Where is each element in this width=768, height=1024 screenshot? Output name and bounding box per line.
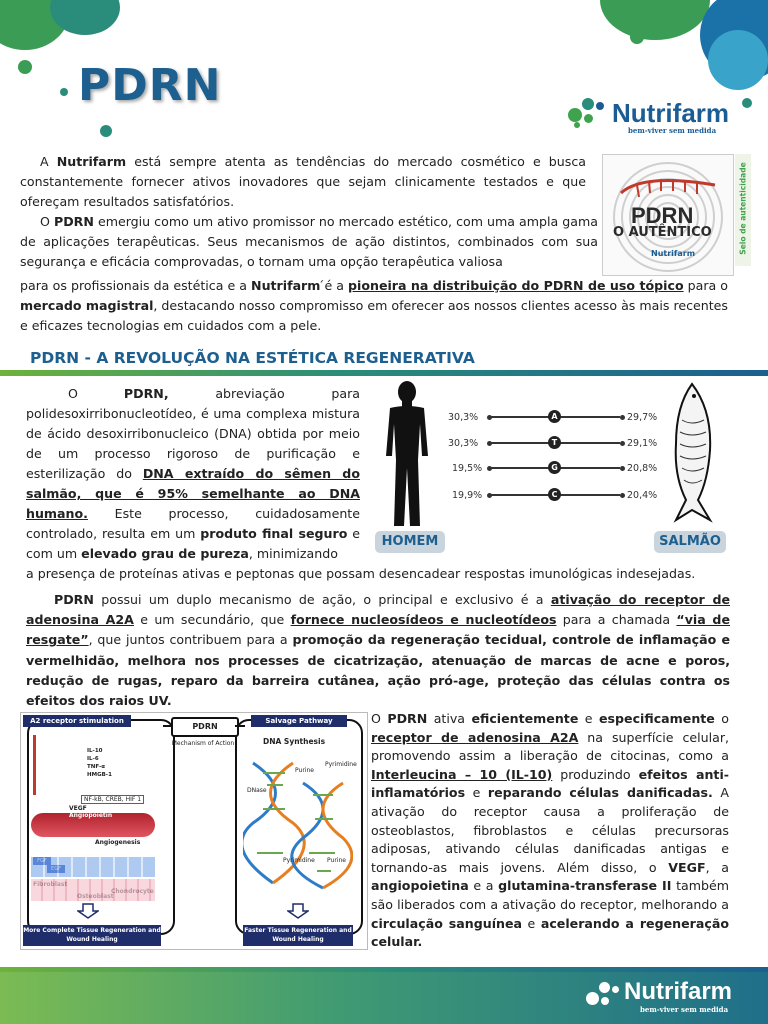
dna-helix-icon <box>243 753 353 893</box>
human-pct-t: 30,3% <box>448 438 479 449</box>
vegf-label: VEGF <box>69 805 87 812</box>
seal-brand: Nutrifarm <box>651 249 696 258</box>
brand-logo <box>566 96 736 136</box>
footer-brand-tagline: bem-viver sem medida <box>640 1005 729 1014</box>
section-heading: PDRN - A REVOLUÇÃO NA ESTÉTICA REGENERATIVA <box>30 349 475 367</box>
left-caption: More Complete Tissue Regeneration and Wound Healing <box>23 925 161 946</box>
footer-bar <box>0 972 768 1024</box>
footer-brand-name: Nutrifarm <box>624 978 733 1005</box>
cell-membrane <box>33 735 76 795</box>
purine-label-1: Purine <box>295 767 314 774</box>
brand-name: Nutrifarm <box>612 98 730 128</box>
angiopoietin-label: Angiopoietin <box>69 812 113 819</box>
right-caption: Faster Tissue Regeneration and Wound Healing <box>243 925 353 946</box>
dna-synthesis-title: DNA Synthesis <box>263 737 326 746</box>
human-pct-a: 30,3% <box>448 412 479 423</box>
page-title: PDRN <box>78 60 222 111</box>
angiogenesis-label: Angiogenesis <box>95 839 141 846</box>
tissue-layer <box>31 879 155 901</box>
human-pct-g: 19,5% <box>452 463 483 474</box>
section-divider <box>0 370 768 376</box>
pdrn-definition-cont: a presença de proteínas ativas e peptonas que possam desencadear respostas imunológicas indesejadas. <box>26 566 696 581</box>
mechanism-paragraph: PDRN possui um duplo mecanismo de ação, o principal e exclusivo é a ativação do receptor de adenosina A2A e um secundário, que fornece nucleosídeos e nucleotídeos para a chamada “via de resgate”, que juntos contribuem para a promoção da regeneração tecidual, controle de inflamação e vermelhidão, melhora nos processes de cicatrização, atenuação de marcas de acne e poros, redução de rugas, reparo da barreira cutânea, ação pró-age, proteção das células contra os efeitos dos raios UV. <box>26 592 730 709</box>
pdrn-definition-paragraph: O PDRN, abreviação para polidesoxirribonucleotídeo, é uma complexa mistura de ácido desoxirribonucleico (DNA) obtida por meio de um processo rigoroso de purificação e esterilização do DNA extraído do sêmen do salmão, que é 95% semelhante ao DNA humano. Este processo, cuidadosamente controlado, resulta em um produto final seguro e com um elevado grau de pureza, minimizando <box>26 386 360 561</box>
intro-paragraph-2: O PDRN emergiu como um ativo promissor no mercado estético, com uma ampla gama de aplicações terapêuticas. Seus mecanismos de ação distintos, combinados com sua segurança e eficácia comprovadas, o tornam uma opção terapêutica valiosa <box>20 214 598 269</box>
row-marker <box>620 415 625 420</box>
decor-blob <box>742 98 752 108</box>
seal-side-label: Selo de autenticidade <box>735 154 751 266</box>
seal-subtitle: O AUTÊNTICO <box>613 225 712 240</box>
pyrimidine-label-1: Pyrimidine <box>325 761 357 768</box>
salmon-label: SALMÃO <box>654 531 726 553</box>
intro-paragraph-1: A Nutrifarm está sempre atenta as tendências do mercado cosmético e busca constantemente fornecer ativos inovadores que sejam clinicamente testados e que ofereçam resultados satisfatórios. <box>20 154 586 209</box>
decor-blob <box>18 60 32 74</box>
decor-blob <box>630 30 644 44</box>
cell-layer <box>31 857 155 877</box>
salvage-panel-title: Salvage Pathway <box>251 715 347 727</box>
a2-panel-title: A2 receptor stimulation <box>23 715 131 727</box>
seal-title: PDRN <box>631 203 694 228</box>
authenticity-seal <box>602 154 734 276</box>
down-arrow-icon <box>77 903 99 919</box>
base-c-node: C <box>548 488 561 501</box>
logo-dots-icon <box>566 96 616 132</box>
salmon-pct-a: 29,7% <box>627 412 658 423</box>
footer-logo-dots-icon <box>584 980 628 1014</box>
left-arrow-icon <box>163 725 173 727</box>
intro-paragraph-2-cont: para os profissionais da estética e a Nutrifarm ́é a pioneira na distribuição do PDRN de uso tópico para o mercado magistral, destacando nosso compromisso em oferecer aos nossos clientes acesso às mais recentes e eficazes tecnologias em cuidados com a pele. <box>20 278 728 333</box>
salmon-pct-c: 20,4% <box>627 490 658 501</box>
right-arrow-icon <box>235 725 245 727</box>
row-marker <box>620 493 625 498</box>
decor-blob <box>60 88 68 96</box>
salmon-pct-t: 29,1% <box>627 438 658 449</box>
dnase-label: DNase <box>247 787 267 794</box>
human-silhouette-icon <box>376 380 438 528</box>
brand-tagline: bem-viver sem medida <box>628 126 717 135</box>
decor-blob <box>600 0 710 40</box>
base-g-node: G <box>548 461 561 474</box>
receptor-paragraph: O PDRN ativa eficientemente e especificamente o receptor de adenosina A2A na superfície celular, promovendo assim a liberação de citocinas, como a Interleucina – 10 (IL-10) produzindo efeitos anti-inflamatórios e reparando células danificadas. A ativação do receptor causa a proliferação de osteoblastos, fibroblastos e células precursoras adiposas, ativando células danificadas antigas e tornando-as mais jovens. Além disso, o VEGF, a angiopoietina e a glutamina-transferase II também são liberados com a ativação do receptor, melhorando a circulação sanguínea e acelerando a regeneração celular. <box>371 711 729 950</box>
human-label: HOMEM <box>375 531 445 553</box>
base-a-node: A <box>548 410 561 423</box>
mechanism-label: Mechanism of Action <box>171 740 235 747</box>
decor-blob <box>100 125 112 137</box>
decor-blob <box>708 30 768 90</box>
pdrn-box: PDRN <box>171 717 239 737</box>
cytokine-list: IL-10 IL-6 TNF-α HMGB-1 <box>87 748 112 778</box>
row-marker <box>620 441 625 446</box>
purine-label-2: Purine <box>327 857 346 864</box>
nfkb-label: NF-kB, CREB, HIF 1 <box>81 795 144 804</box>
mechanism-figure <box>20 712 368 950</box>
pyrimidine-label-2: Pyrimidine <box>283 857 315 864</box>
human-pct-c: 19,9% <box>452 490 483 501</box>
down-arrow-icon <box>287 903 309 919</box>
row-marker <box>620 466 625 471</box>
base-t-node: T <box>548 436 561 449</box>
salmon-pct-g: 20,8% <box>627 463 658 474</box>
salmon-illustration-icon <box>662 380 724 524</box>
